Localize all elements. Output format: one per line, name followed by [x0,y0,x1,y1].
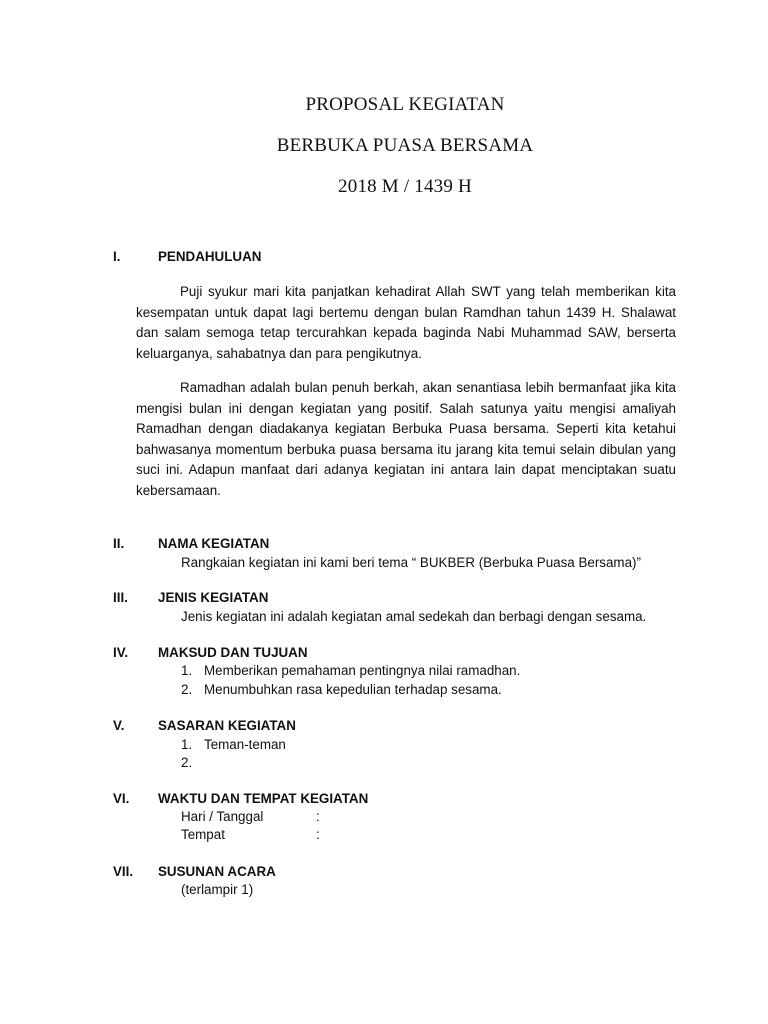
section-6-heading: WAKTU DAN TEMPAT KEGIATAN [158,791,369,806]
section-6-label-place: Tempat [181,827,225,842]
section-4-item-1-number: 1. [181,663,193,678]
section-3-heading: JENIS KEGIATAN [158,590,269,605]
section-4-heading: MAKSUD DAN TUJUAN [158,645,308,660]
doc-title-line-1: PROPOSAL KEGIATAN [305,94,505,115]
section-1-paragraph-1: Puji syukur mari kita panjatkan kehadirat Allah SWT yang telah memberikan kita kesempatan untuk dapat lagi bertemu dengan bulan Ramdhan tahun 1439 H. Shalawat dan salam semoga tetap tercurahkan kepada baginda Nabi Muhammad SAW, berserta keluarganya, sahabatnya dan para pengikutnya. [136,284,676,361]
section-4-item-1-text: Memberikan pemahaman pentingnya nilai ramadhan. [204,663,521,678]
section-6-colon-date: : [316,809,320,824]
section-7-number: VII. [113,864,134,879]
section-6-label-date: Hari / Tanggal [181,809,264,824]
section-2-number: II. [113,536,125,551]
doc-title-line-2: BERBUKA PUASA BERSAMA [276,135,534,156]
section-5-number: V. [113,718,125,733]
section-6-number: VI. [113,791,130,806]
section-5-item-1-text: Teman-teman [204,737,286,752]
section-6-colon-place: : [316,827,320,842]
section-3-text: Jenis kegiatan ini adalah kegiatan amal sedekah dan berbagi dengan sesama. [181,609,647,624]
section-3-number: III. [113,590,128,605]
section-7-text: (terlampir 1) [181,882,254,897]
section-4-item-2-number: 2. [181,682,193,697]
section-5-item-2-number: 2. [181,755,193,770]
section-4-number: IV. [113,645,129,660]
section-5-item-1-number: 1. [181,737,193,752]
section-1-paragraph-2: Ramadhan adalah bulan penuh berkah, akan senantiasa lebih bermanfaat jika kita mengisi bulan ini dengan kegiatan yang positif. Salah satunya yaitu mengisi amaliyah Ramadhan dengan diadakanya kegiatan Berbuka Puasa bersama. Seperti kita ketahui bahwasanya momentum berbuka puasa bersama itu jarang kita temui selain dibulan yang suci ini. Adapun manfaat dari adanya kegiatan ini antara lain dapat menciptakan suatu kebersamaan. [136,380,676,498]
doc-title-line-3: 2018 M / 1439 H [338,176,472,197]
section-7-heading: SUSUNAN ACARA [158,864,276,879]
section-2-heading: NAMA KEGIATAN [158,536,270,551]
section-4-item-2-text: Menumbuhkan rasa kepedulian terhadap sesama. [204,682,502,697]
section-5-heading: SASARAN KEGIATAN [158,718,296,733]
section-1-number: I. [113,249,121,264]
section-1-heading: PENDAHULUAN [158,249,262,264]
section-2-text: Rangkaian kegiatan ini kami beri tema “ BUKBER (Berbuka Puasa Bersama)” [181,555,641,570]
